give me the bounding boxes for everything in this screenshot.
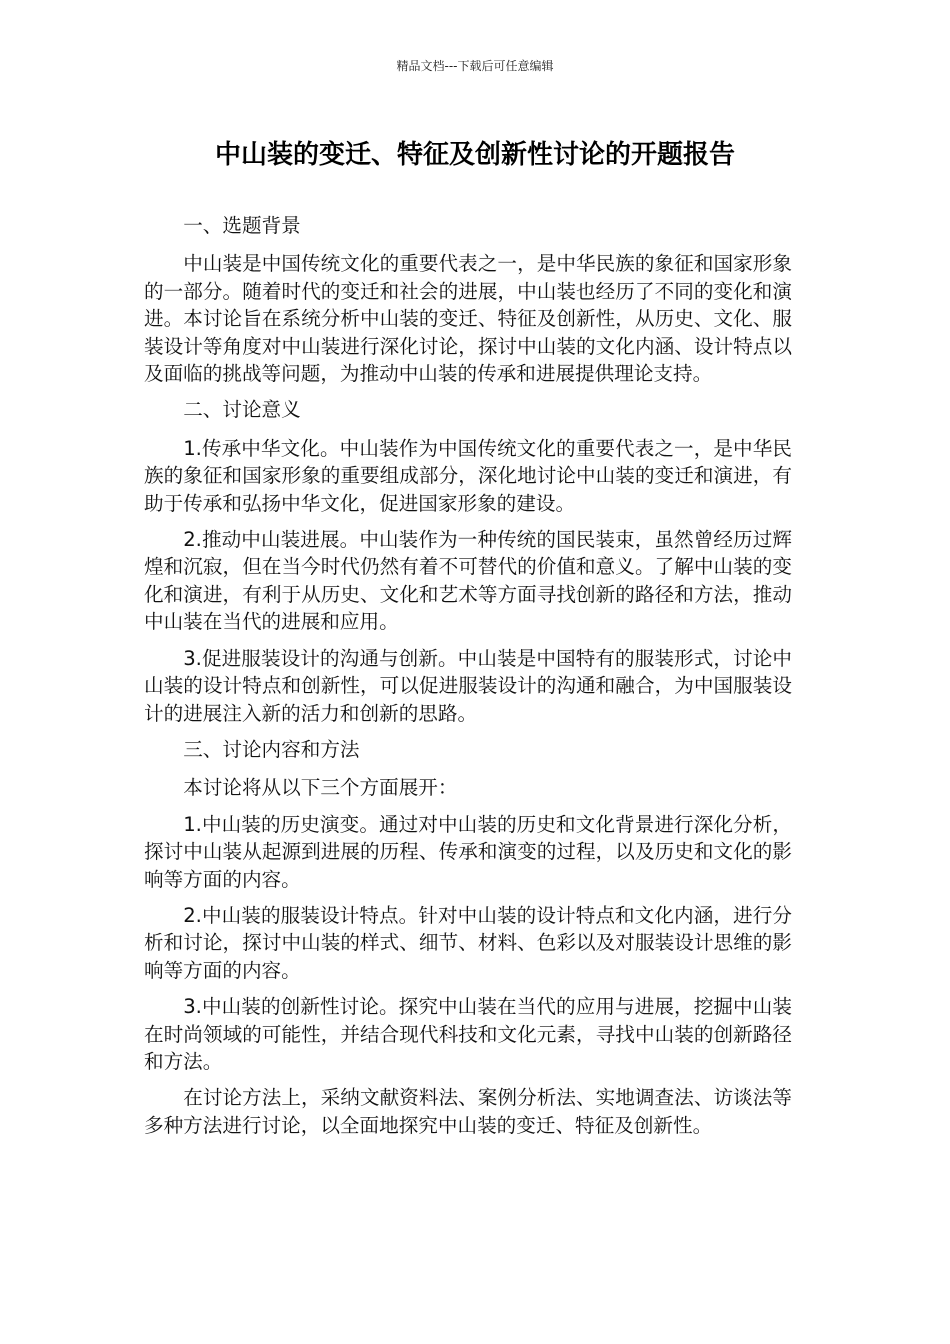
paragraph-content-1: 1.中山装的历史演变。通过对中山装的历史和文化背景进行深化分析，探讨中山装从起源到进展的历程、传承和演变的过程，以及历史和文化的影响等方面的内容。 bbox=[144, 812, 792, 891]
paragraph-significance-3: 3.促进服装设计的沟通与创新。中山装是中国特有的服装形式，讨论中山装的设计特点和创新性，可以促进服装设计的沟通和融合，为中国服装设计的进展注入新的活力和创新的思路。 bbox=[144, 646, 792, 725]
paragraph-content-3: 3.中山装的创新性讨论。探究中山装在当代的应用与进展，挖掘中山装在时尚领域的可能性，并结合现代科技和文化元素，寻找中山装的创新路径和方法。 bbox=[144, 995, 792, 1073]
paragraph-significance-2: 2.推动中山装进展。中山装作为一种传统的国民装束，虽然曾经历过辉煌和沉寂，但在当今时代仍然有着不可替代的价值和意义。了解中山装的变化和演进，有利于从历史、文化和艺术等方面寻找创新的路径和方法，推动中山装在当代的进展和应用。 bbox=[144, 528, 792, 634]
paragraph-significance-1: 1.传承中华文化。中山装作为中国传统文化的重要代表之一，是中华民族的象征和国家形象的重要组成部分，深化地讨论中山装的变迁和演进，有助于传承和弘扬中华文化，促进国家形象的建设。 bbox=[144, 436, 792, 515]
section-heading-content-methods: 三、讨论内容和方法 bbox=[183, 737, 360, 761]
paragraph-methods: 在讨论方法上，采纳文献资料法、案例分析法、实地调查法、访谈法等多种方法进行讨论，以全面地探究中山装的变迁、特征及创新性。 bbox=[144, 1086, 792, 1137]
paragraph-background: 中山装是中国传统文化的重要代表之一，是中华民族的象征和国家形象的一部分。随着时代的变迁和社会的进展，中山装也经历了不同的变化和演进。本讨论旨在系统分析中山装的变迁、特征及创新性，从历史、文化、服装设计等角度对中山装进行深化讨论，探讨中山装的文化内涵、设计特点以及面临的挑战等问题，为推动中山装的传承和进展提供理论支持。 bbox=[144, 252, 792, 386]
section-heading-significance: 二、讨论意义 bbox=[183, 398, 301, 422]
document-body bbox=[144, 212, 792, 1148]
paragraph-content-2: 2.中山装的服装设计特点。针对中山装的设计特点和文化内涵，进行分析和讨论，探讨中山装的样式、细节、材料、色彩以及对服装设计思维的影响等方面的内容。 bbox=[144, 903, 792, 982]
document-title: 中山装的变迁、特征及创新性讨论的开题报告 bbox=[214, 140, 735, 170]
section-heading-background: 一、选题背景 bbox=[183, 214, 301, 237]
paragraph-content-intro: 本讨论将从以下三个方面展开： bbox=[183, 776, 458, 800]
header-note: 精品文档---下载后可任意编辑 bbox=[396, 59, 554, 73]
